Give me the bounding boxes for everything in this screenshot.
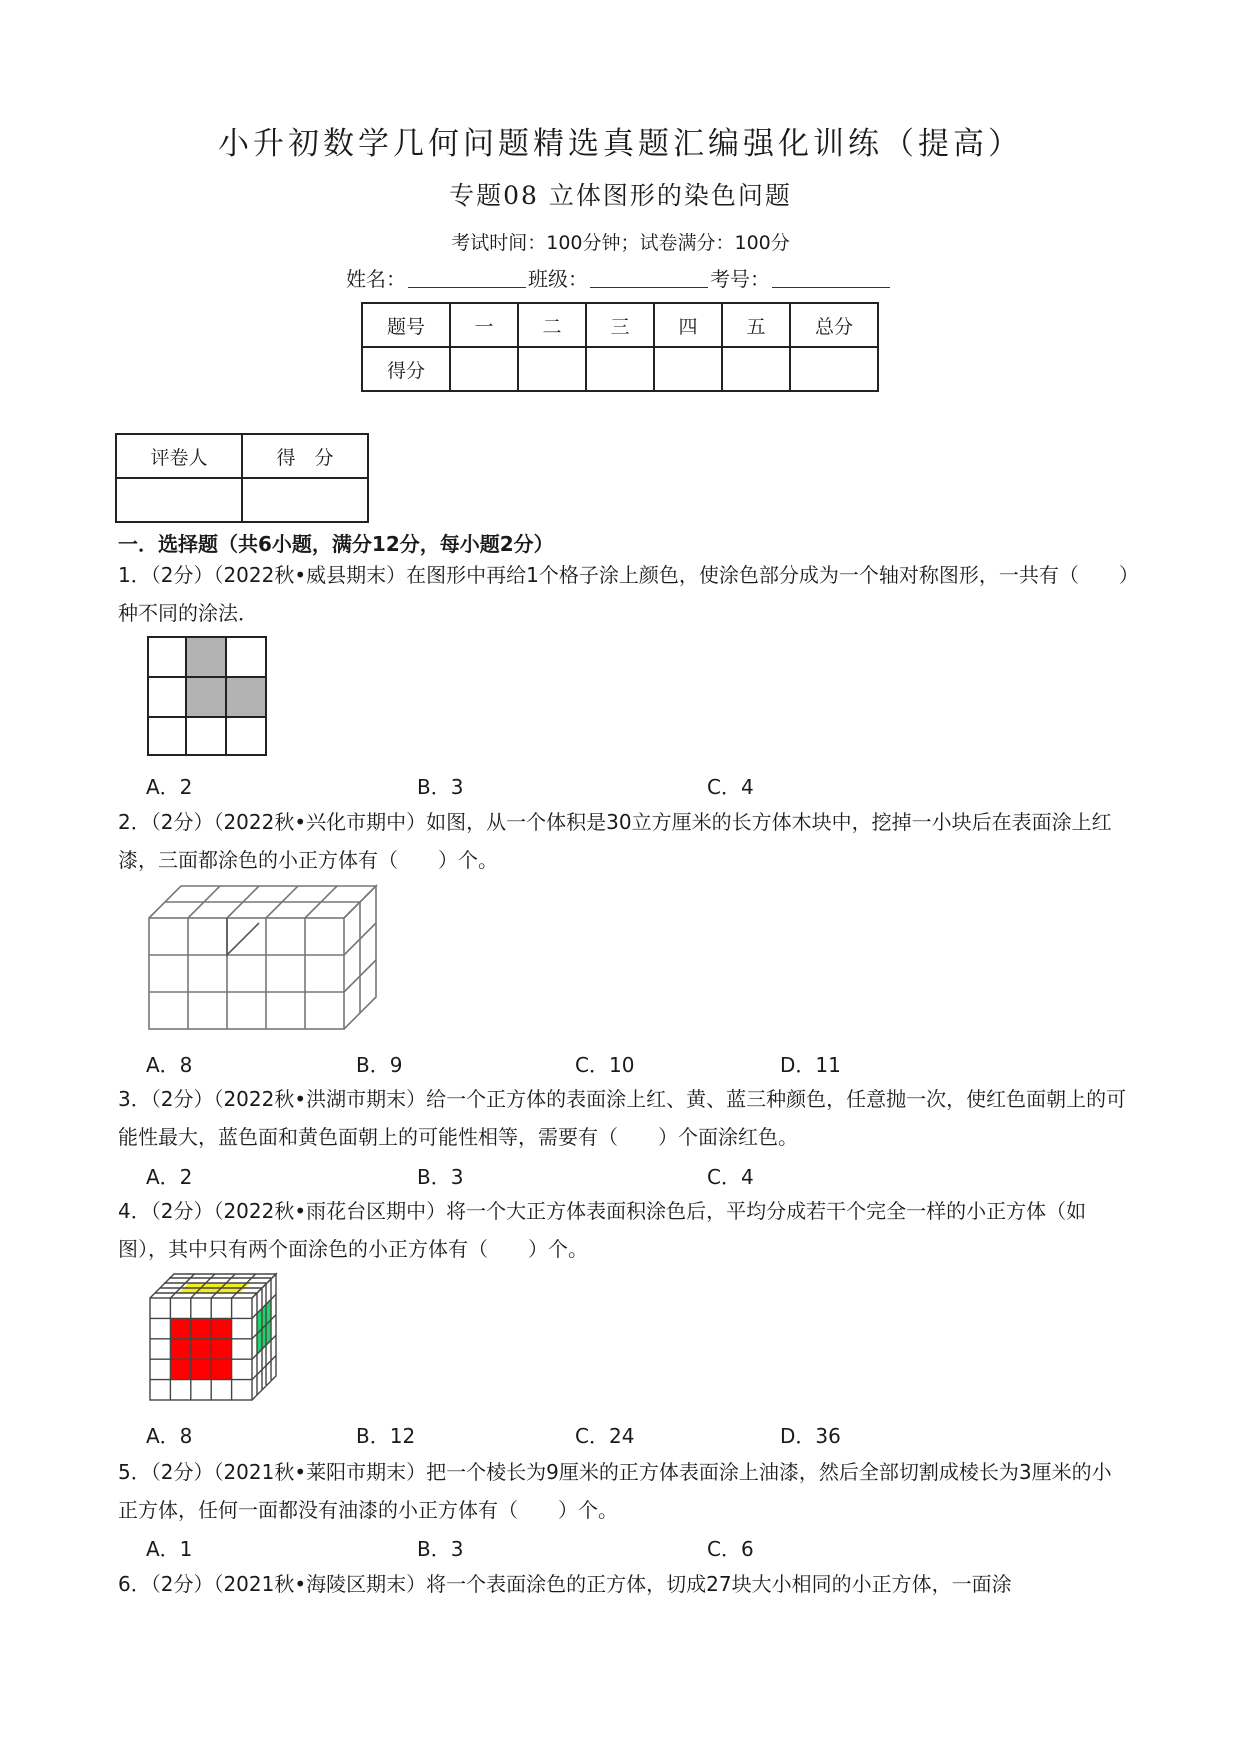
score-header-cell: 一 [450, 303, 518, 347]
question-4-text: 4．（2分）（2022秋•雨花台区期中）将一个大正方体表面积涂色后，平均分成若干个完全一样的小正方体（如图），其中只有两个面涂色的小正方体有（ ）个。 [118, 1199, 1087, 1261]
page-title: 小升初数学几何问题精选真题汇编强化训练（提高） [218, 126, 1023, 162]
q4-option-b[interactable]: B．12 [356, 1424, 416, 1448]
q5-option-a[interactable]: A．1 [146, 1537, 193, 1561]
question-2-text: 2．（2分）（2022秋•兴化市期中）如图，从一个体积是30立方厘米的长方体木块中，挖掉一小块后在表面涂上红漆，三面都涂色的小正方体有（ ）个。 [118, 810, 1112, 872]
section-heading: 一．选择题（共6小题，满分12分，每小题2分） [118, 532, 554, 556]
grader-table [115, 433, 369, 523]
score-cell[interactable] [722, 347, 790, 391]
cuboid-figure [146, 880, 378, 1032]
q1-option-a[interactable]: A．2 [146, 775, 193, 799]
score-header-cell: 题号 [362, 303, 450, 347]
score-cell[interactable] [654, 347, 722, 391]
q4-option-a[interactable]: A．8 [146, 1424, 193, 1448]
q1-option-c[interactable]: C．4 [707, 775, 754, 799]
score-cell[interactable] [450, 347, 518, 391]
q3-option-b[interactable]: B．3 [417, 1165, 464, 1189]
grid-figure [146, 635, 270, 759]
score-header-cell: 四 [654, 303, 722, 347]
score-cell[interactable] [518, 347, 586, 391]
class-label: 班级： [528, 267, 588, 291]
score-header-cell: 二 [518, 303, 586, 347]
exam-info: 考试时间：100分钟；试卷满分：100分 [451, 232, 790, 254]
q5-option-c[interactable]: C．6 [707, 1537, 754, 1561]
grade-label: 得 分 [242, 434, 368, 478]
score-row-label: 得分 [362, 347, 450, 391]
score-cell[interactable] [586, 347, 654, 391]
score-header-cell: 总分 [790, 303, 878, 347]
score-table [361, 302, 879, 392]
score-cell[interactable] [790, 347, 878, 391]
shaded-cell [226, 677, 266, 717]
class-blank[interactable] [590, 269, 708, 288]
grade-cell[interactable] [242, 478, 368, 522]
q5-option-b[interactable]: B．3 [417, 1537, 464, 1561]
score-header-cell: 五 [722, 303, 790, 347]
q4-option-c[interactable]: C．24 [575, 1424, 635, 1448]
name-label: 姓名： [346, 267, 406, 291]
score-header-cell: 三 [586, 303, 654, 347]
q2-option-d[interactable]: D．11 [780, 1053, 841, 1077]
question-3-text: 3．（2分）（2022秋•洪湖市期末）给一个正方体的表面涂上红、黄、蓝三种颜色，任意抛一次，使红色面朝上的可能性最大，蓝色面和黄色面朝上的可能性相等，需要有（ ）个面涂红色。 [118, 1087, 1127, 1149]
student-info-line [346, 263, 892, 292]
q2-option-a[interactable]: A．8 [146, 1053, 193, 1077]
red-face [170, 1318, 232, 1380]
q2-option-c[interactable]: C．10 [575, 1053, 635, 1077]
q3-option-a[interactable]: A．2 [146, 1165, 193, 1189]
shaded-cell [186, 677, 226, 717]
painted-cube-figure [148, 1272, 278, 1404]
page-subtitle: 专题08 立体图形的染色问题 [449, 181, 792, 210]
name-blank[interactable] [408, 269, 526, 288]
grader-label: 评卷人 [116, 434, 242, 478]
number-blank[interactable] [772, 269, 890, 288]
question-1-text: 1．（2分）（2022秋•威县期末）在图形中再给1个格子涂上颜色，使涂色部分成为一个轴对称图形，一共有（ ）种不同的涂法． [118, 563, 1129, 625]
shaded-cell [186, 637, 226, 677]
number-label: 考号： [710, 267, 770, 291]
q3-option-c[interactable]: C．4 [707, 1165, 754, 1189]
q1-option-b[interactable]: B．3 [417, 775, 464, 799]
question-5-text: 5．（2分）（2021秋•莱阳市期末）把一个棱长为9厘米的正方体表面涂上油漆，然后全部切割成棱长为3厘米的小正方体，任何一面都没有油漆的小正方体有（ ）个。 [118, 1460, 1112, 1522]
q2-option-b[interactable]: B．9 [356, 1053, 403, 1077]
grader-cell[interactable] [116, 478, 242, 522]
question-6-text: 6．（2分）（2021秋•海陵区期末）将一个表面涂色的正方体，切成27块大小相同的小正方体，一面涂 [118, 1572, 1012, 1596]
q4-option-d[interactable]: D．36 [780, 1424, 841, 1448]
